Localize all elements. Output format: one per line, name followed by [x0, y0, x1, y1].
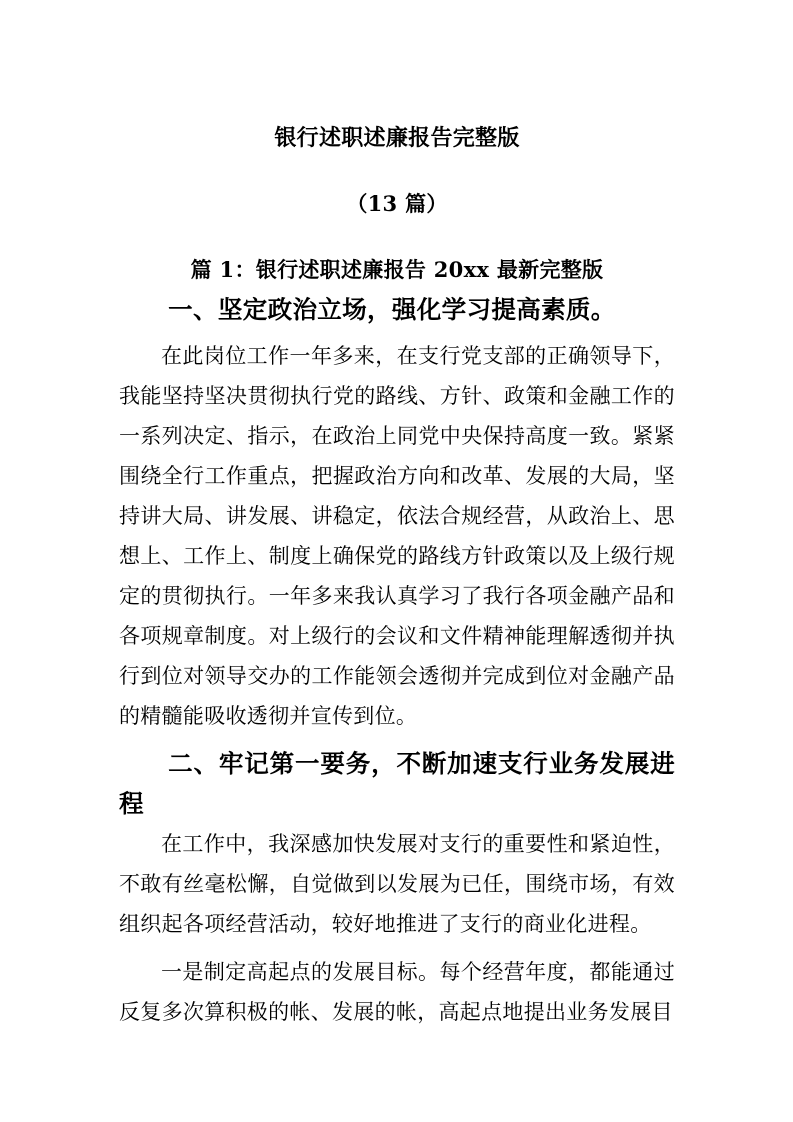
document-body — [119, 118, 675, 1032]
paragraph-section-1: 在此岗位工作一年多来，在支行党支部的正确领导下，我能坚持坚决贯彻执行党的路线、方针、政策和金融工作的一系列决定、指示，在政治上同党中央保持高度一致。紧紧围绕全行工作重点，把握政治方向和改革、发展的大局，坚持讲大局、讲发展、讲稳定，依法合规经营，从政治上、思想上、工作上、制度上确保党的路线方针政策以及上级行规定的贯彻执行。一年多来我认真学习了我行各项金融产品和各项规章制度。对上级行的会议和文件精神能理解透彻并执行到位对领导交办的工作能领会透彻并完成到位对金融产品的精髓能吸收透彻并宣传到位。 — [119, 344, 675, 728]
section-title: 篇 1：银行述职述廉报告 20xx 最新完整版 — [190, 257, 604, 282]
document-title: 银行述职述廉报告完整版 — [274, 125, 520, 151]
heading-section-2: 二、牢记第一要务，不断加速支行业务发展进程 — [119, 749, 675, 818]
paragraph-section-3-truncated: 一是制定高起点的发展目标。每个经营年度，都能通过反复多次算积极的帐、发展的帐，高起点地提出业务发展目 — [119, 960, 675, 1024]
paragraph-section-2: 在工作中，我深感加快发展对支行的重要性和紧迫性，不敢有丝毫松懈，自觉做到以发展为已任，围绕市场，有效组织起各项经营活动，较好地推进了支行的商业化进程。 — [119, 832, 675, 936]
heading-section-1: 一、坚定政治立场，强化学习提高素质。 — [168, 295, 616, 324]
document-subtitle-piece-count: （13 篇） — [346, 191, 448, 216]
